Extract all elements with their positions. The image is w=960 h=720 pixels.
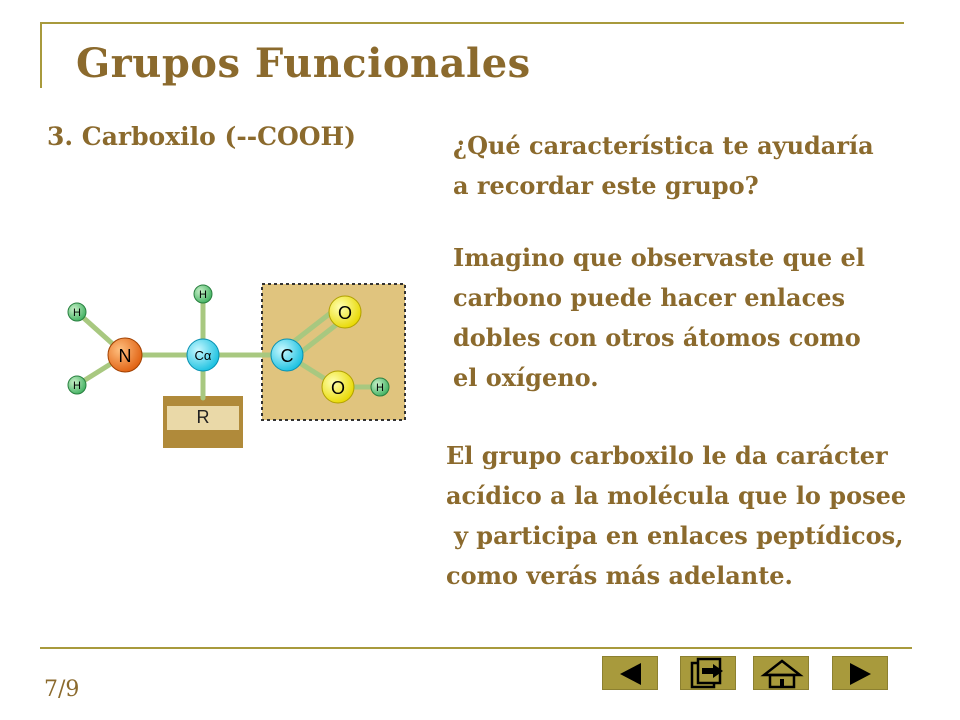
hydrogen-n-bottom — [68, 376, 86, 394]
explanation-line: y participa en enlaces peptídicos, — [454, 521, 904, 550]
hydrogen-label: H — [376, 382, 384, 394]
explanation-paragraph — [446, 436, 906, 596]
frame-left-line — [40, 22, 42, 88]
oxygen-bottom-atom — [322, 371, 354, 403]
triangle-right-icon — [833, 657, 889, 691]
return-icon — [681, 657, 737, 691]
r-group-label: R — [196, 407, 210, 427]
slide-title: Grupos Funcionales — [76, 40, 531, 87]
nitrogen-label: N — [118, 346, 132, 366]
observation-paragraph — [453, 238, 865, 398]
amino-acid-diagram — [55, 270, 425, 460]
hydrogen-n-top — [68, 303, 86, 321]
carbon-label: C — [280, 346, 294, 366]
nitrogen-atom — [108, 338, 142, 372]
alpha-carbon-label: Cα — [194, 348, 212, 363]
slide-subtitle: 3. Carboxilo (--COOH) — [47, 122, 356, 151]
frame-bottom-line — [40, 647, 912, 649]
triangle-left-icon — [603, 657, 659, 691]
hydrogen-label: H — [73, 380, 81, 392]
contents-button[interactable] — [680, 656, 736, 690]
page-number: 7/9 — [44, 677, 80, 702]
question-paragraph — [453, 126, 874, 206]
alpha-carbon-atom — [187, 339, 219, 371]
observation-line: dobles con otros átomos como — [453, 323, 861, 352]
oxygen-top-atom — [329, 296, 361, 328]
explanation-line: acídico a la molécula que lo posee — [446, 481, 907, 510]
previous-button[interactable] — [602, 656, 658, 690]
frame-top-line — [40, 22, 904, 24]
observation-line: Imagino que observaste que el — [453, 243, 865, 272]
carbon-atom — [271, 339, 303, 371]
oxygen-label: O — [330, 378, 346, 398]
hydrogen-ca — [194, 285, 212, 303]
home-button[interactable] — [753, 656, 809, 690]
hydrogen-label: H — [73, 307, 81, 319]
question-line: ¿Qué característica te ayudaría — [453, 131, 874, 160]
house-icon — [754, 657, 810, 691]
observation-line: el oxígeno. — [453, 363, 599, 392]
observation-line: carbono puede hacer enlaces — [453, 283, 845, 312]
oxygen-label: O — [337, 303, 353, 323]
explanation-line: El grupo carboxilo le da carácter — [446, 441, 888, 470]
hydrogen-label: H — [199, 289, 207, 301]
explanation-line: como verás más adelante. — [446, 561, 793, 590]
hydrogen-o — [371, 378, 389, 396]
question-line: a recordar este grupo? — [453, 171, 759, 200]
next-button[interactable] — [832, 656, 888, 690]
